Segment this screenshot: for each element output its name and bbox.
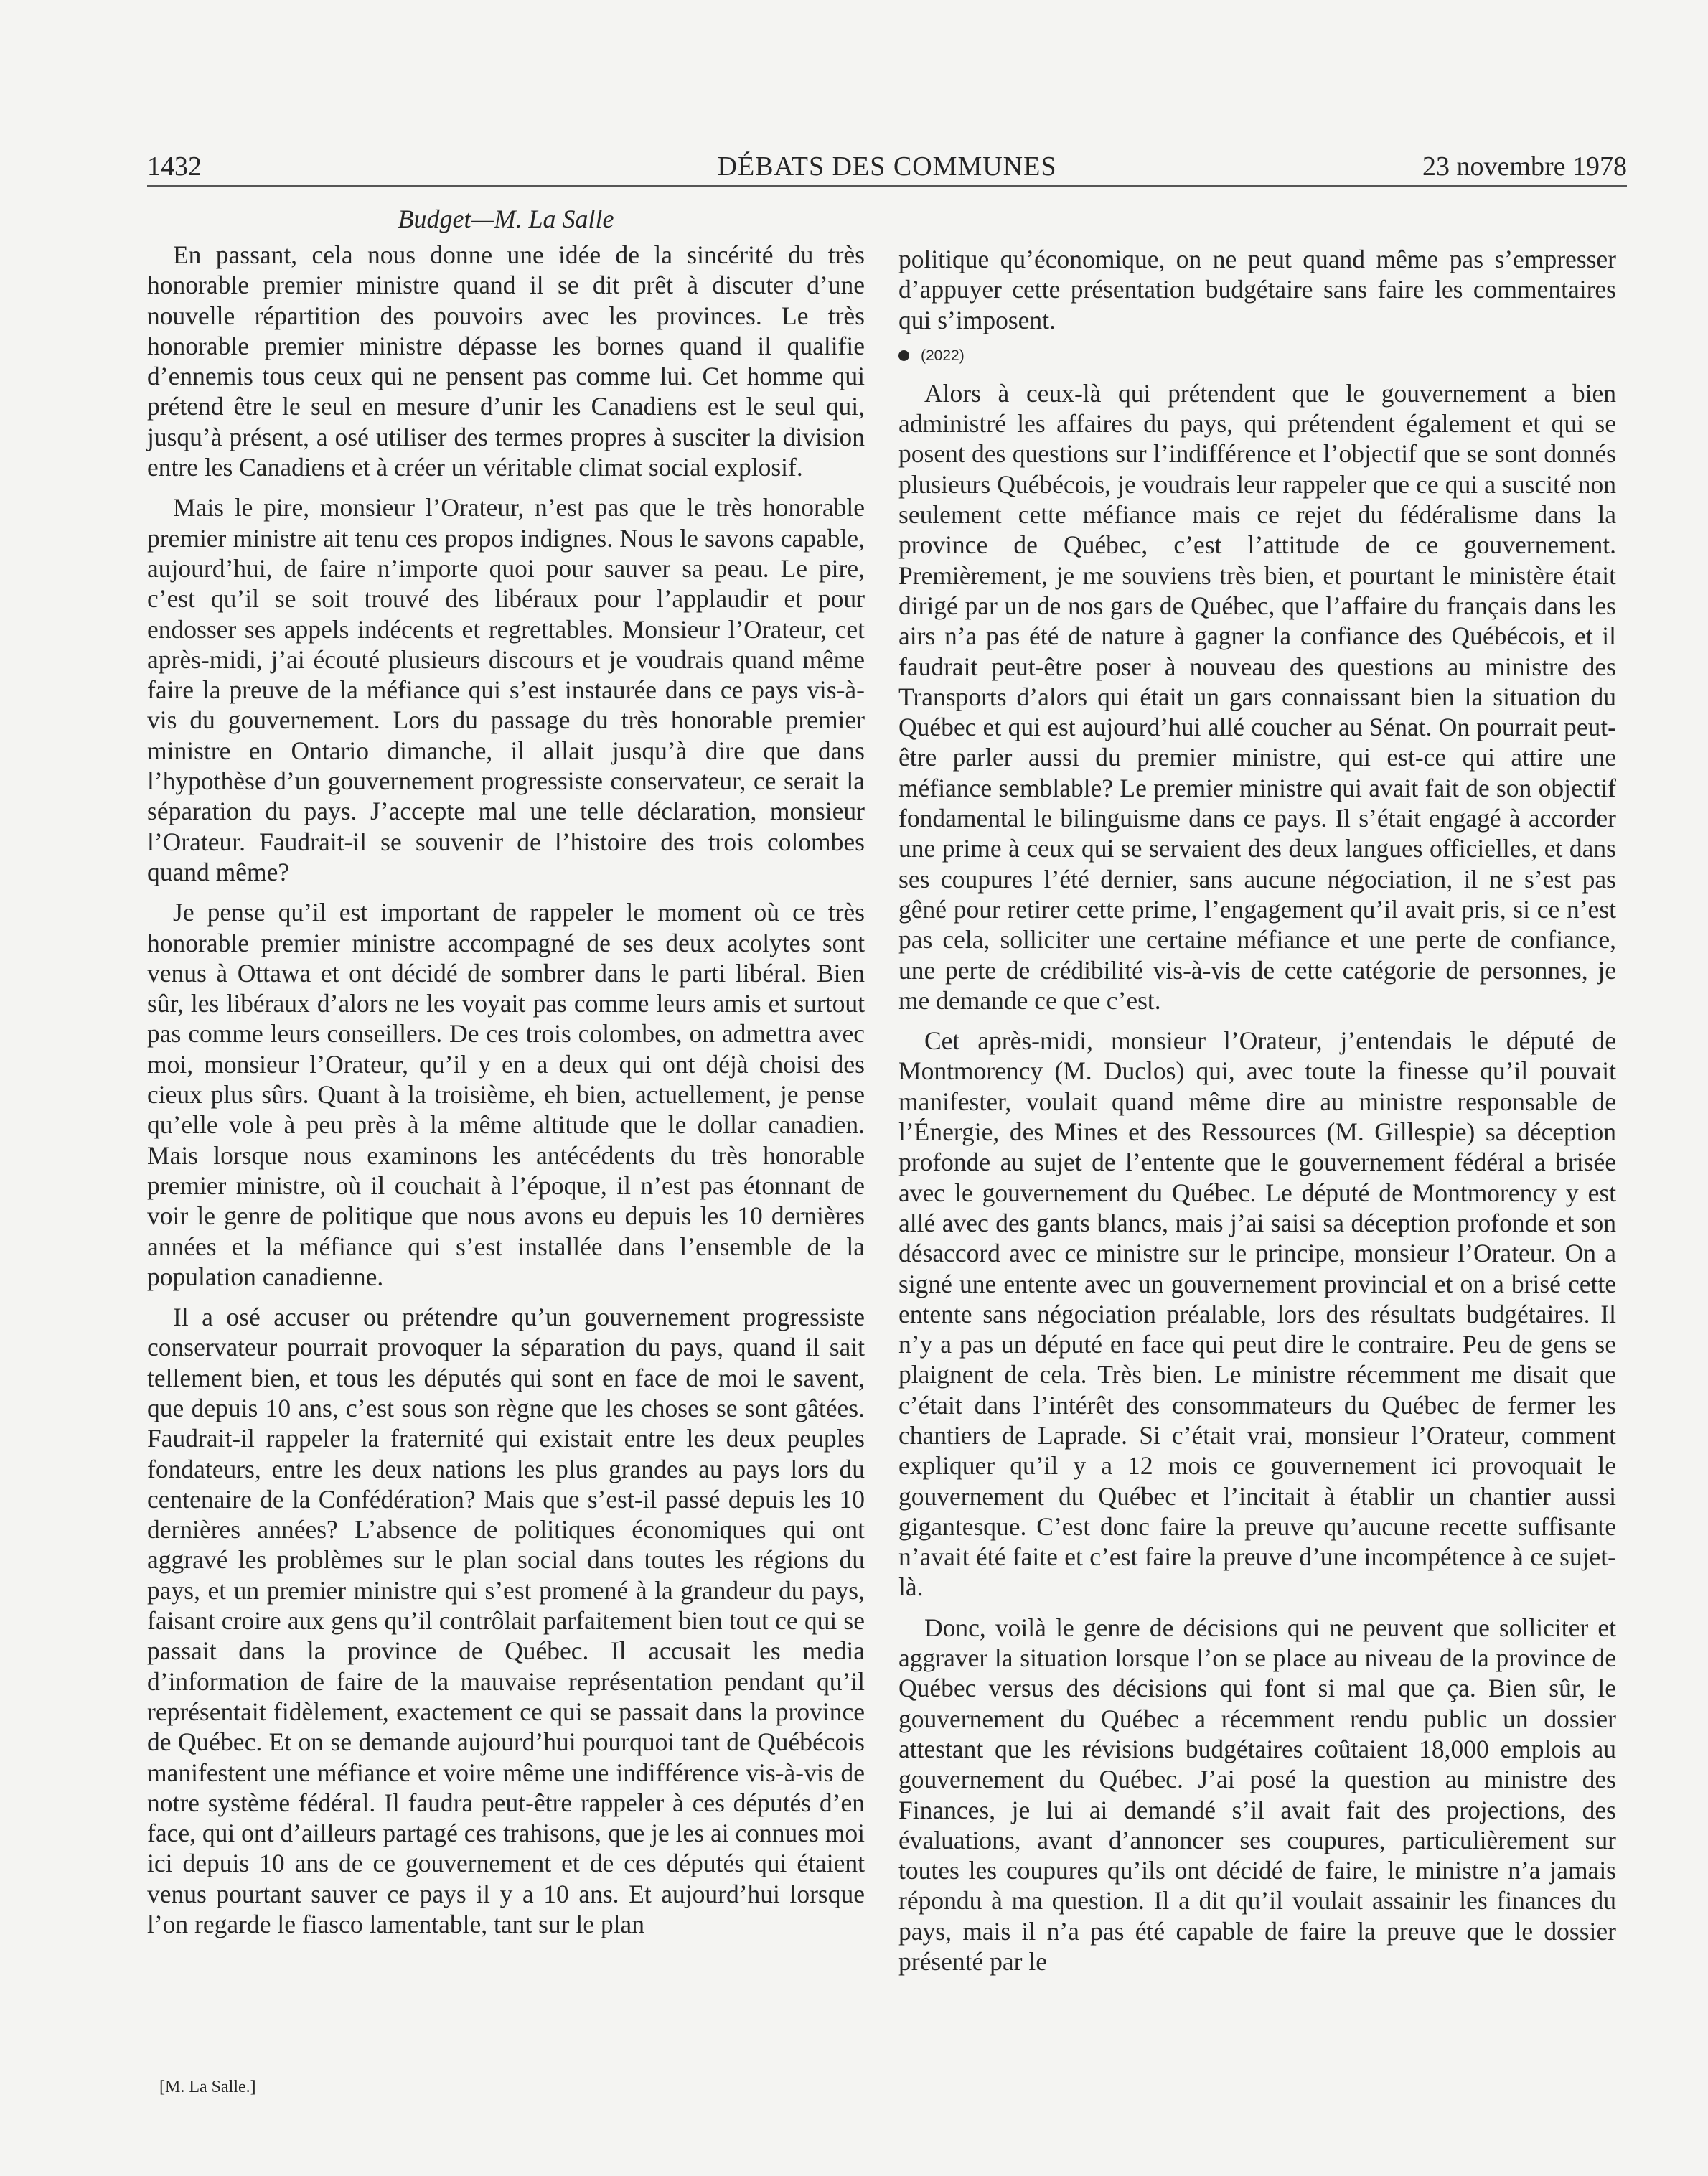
section-subhead: Budget—M. La Salle [398,205,614,233]
paragraph: En passant, cela nous donne une idée de la sincérité du très honorable premier ministre quand il se dit prêt à discuter d’une nouvelle répartition des pouvoirs avec les provinces. Le très honorable premier ministre dépasse les bornes quand il qualifie d’ennemis tous ceux qui ne pensent pas comme lui. Cet homme qui prétend être le seul en mesure d’unir les Canadiens est le seul qui, jusqu’à présent, a osé utiliser des termes propres à susciter la division entre les Canadiens et à créer un véritable climat social explosif. [147,240,865,482]
page-number: 1432 [147,151,202,182]
right-column [898,244,1616,1987]
speaker-tag: [M. La Salle.] [159,2078,256,2096]
time-marker-label: (2022) [921,347,965,364]
paragraph: Donc, voilà le genre de décisions qui ne peuvent que solliciter et aggraver la situation lorsque l’on se place au niveau de la province de Québec versus des décisions qui font si mal que ça. Bien sûr, le gouvernement du Québec a récemment rendu public un dossier attestant que les révisions budgétaires coûtaient 18,000 emplois au gouvernement du Québec. J’ai posé la question au ministre des Finances, je lui ai demandé s’il avait fait des projections, des évaluations, avant d’annoncer ses coupures, particulièrement sur toutes les coupures qu’ils ont décidé de faire, le ministre n’a jamais répondu à ma question. Il a dit qu’il voulait assainir les finances du pays, mais il n’a pas été capable de faire la preuve que le dossier présenté par le [898,1613,1616,1976]
session-date: 23 novembre 1978 [1422,151,1627,182]
paragraph: Mais le pire, monsieur l’Orateur, n’est pas que le très honorable premier ministre ait tenu ces propos indignes. Nous le savons capable, aujourd’hui, de faire n’importe quoi pour sauver sa peau. Le pire, c’est qu’il se soit trouvé des libéraux pour l’applaudir et pour endosser ses appels indécents et regrettables. Monsieur l’Orateur, cet après-midi, j’ai écouté plusieurs discours et je voudrais quand même faire la preuve de la méfiance qui s’est instaurée dans ce pays vis-à-vis du gouvernement. Lors du passage du très honorable premier ministre en Ontario dimanche, il allait jusqu’à dire que dans l’hypothèse d’un gouvernement progressiste conservateur, ce serait la séparation du pays. J’accepte mal une telle déclaration, monsieur l’Orateur. Faudrait-il se souvenir de l’histoire des trois colombes quand même? [147,493,865,886]
header-rule [147,185,1627,187]
bullet-dot-icon [898,350,909,361]
paragraph: Il a osé accuser ou prétendre qu’un gouvernement progressiste conservateur pourrait provoquer la séparation du pays, quand il sait tellement bien, et tous les députés qui sont en face de moi le savent, que depuis 10 ans, c’est sous son règne que les choses se sont gâtées. Faudrait-il rappeler la fraternité qui existait entre les deux peuples fondateurs, entre les deux nations les plus grandes au pays lors du centenaire de la Confédération? Mais que s’est-il passé depuis les 10 dernières années? L’absence de politiques économiques qui ont aggravé les problèmes sur le plan social dans toutes les régions du pays, et un premier ministre qui s’est promené à la grandeur du pays, faisant croire aux gens qu’il contrôlait parfaitement bien tout ce qui se passait dans la province de Québec. Il accusait les media d’information de faire de la mauvaise représentation pendant qu’il représentait fidèlement, exactement ce qui se passait dans la province de Québec. Et on se demande aujourd’hui pourquoi tant de Québécois manifestent une méfiance et voire même une indifférence vis-à-vis de notre système fédéral. Il faudra peut-être rappeler à ces députés d’en face, qui ont d’ailleurs partagé ces trahisons, que je les ai connues moi ici depuis 10 ans de ce gouvernement et de ces députés qui étaient venus pourtant sauver ce pays il y a 10 ans. Et aujourd’hui lorsque l’on regarde le fiasco lamentable, tant sur le plan [147,1303,865,1939]
publication-title: DÉBATS DES COMMUNES [717,151,1057,182]
paragraph-continuation: politique qu’économique, on ne peut quand même pas s’empresser d’appuyer cette présentation budgétaire sans faire les commentaires qui s’imposent. [898,245,1616,334]
running-header [147,146,1627,187]
paragraph: Alors à ceux-là qui prétendent que le gouvernement a bien administré les affaires du pays, qui prétendent également et qui se posent des questions sur l’indifférence et l’objectif que se sont donnés plusieurs Québécois, je voudrais leur rappeler que ce qui a suscité non seulement cette méfiance mais ce rejet du fédéralisme dans la province de Québec, c’est l’attitude de ce gouvernement. Premièrement, je me souviens très bien, et pourtant le ministère était dirigé par un de nos gars de Québec, que l’affaire du français dans les airs n’a pas été de nature à gagner la confiance des Québécois, et il faudrait peut-être poser à nouveau des questions au ministre des Transports d’alors qui était un gars connaissant bien la situation du Québec et qui est aujourd’hui allé coucher au Sénat. On pourrait peut-être parler aussi du premier ministre, qui est-ce qui attire une méfiance semblable? Le premier ministre qui avait fait de son objectif fondamental le bilinguisme dans ce pays. Il s’était engagé à accorder une prime à ceux qui se servaient des deux langues officielles, et dans ses coupures l’été dernier, sans aucune négociation, il ne s’est pas gêné pour retirer cette prime, l’engagement qu’il avait pris, si ce n’est pas cela, solliciter une certaine méfiance et une perte de confiance, une perte de crédibilité vis-à-vis de cette catégorie de personnes, je me demande ce que c’est. [898,378,1616,1015]
paragraph: Cet après-midi, monsieur l’Orateur, j’entendais le député de Montmorency (M. Duclos) qui, avec toute la finesse qu’il pouvait manifester, voulait quand même dire au ministre responsable de l’Énergie, des Mines et des Ressources (M. Gillespie) sa déception profonde au sujet de l’entente que le gouvernement fédéral a brisée avec le gouvernement du Québec. Le député de Montmorency y est allé avec des gants blancs, mais j’ai saisi sa déception profonde et son désaccord avec ce ministre sur le principe, monsieur l’Orateur. On a signé une entente avec un gouvernement provincial et on a brisé cette entente sans négociation préalable, lors des résultats budgétaires. Il n’y a pas un député en face qui peut dire le contraire. Peu de gens se plaignent de cela. Très bien. Le ministre récemment me disait que c’était dans l’intérêt des consommateurs du Québec de fermer les chantiers de Laprade. Si c’était vrai, monsieur l’Orateur, comment expliquer qu’il y a 12 mois ce gouvernement ici provoquait le gouvernement du Québec et l’incitait à établir un chantier aussi gigantesque. C’est donc faire la preuve qu’aucune recette suffisante n’avait été faite et c’est faire la preuve d’une incompétence à ce sujet-là. [898,1026,1616,1602]
left-column [147,240,865,1949]
time-marker [898,345,1616,367]
paragraph: Je pense qu’il est important de rappeler le moment où ce très honorable premier ministre accompagné de ses deux acolytes sont venus à Ottawa et ont décidé de sombrer dans le parti libéral. Bien sûr, les libéraux d’alors ne les voyait pas comme leurs amis et surtout pas comme leurs conseillers. De ces trois colombes, on admettra avec moi, monsieur l’Orateur, qu’il y en a deux qui ont déjà choisi des cieux plus sûrs. Quant à la troisième, eh bien, actuellement, je pense qu’elle vole à peu près à la même altitude que le dollar canadien. Mais lorsque nous examinons les antécédents du très honorable premier ministre, où il couchait à l’époque, il n’est pas étonnant de voir le genre de politique que nous avons eu depuis les 10 dernières années et la méfiance qui s’est installée dans l’ensemble de la population canadienne. [147,898,865,1291]
